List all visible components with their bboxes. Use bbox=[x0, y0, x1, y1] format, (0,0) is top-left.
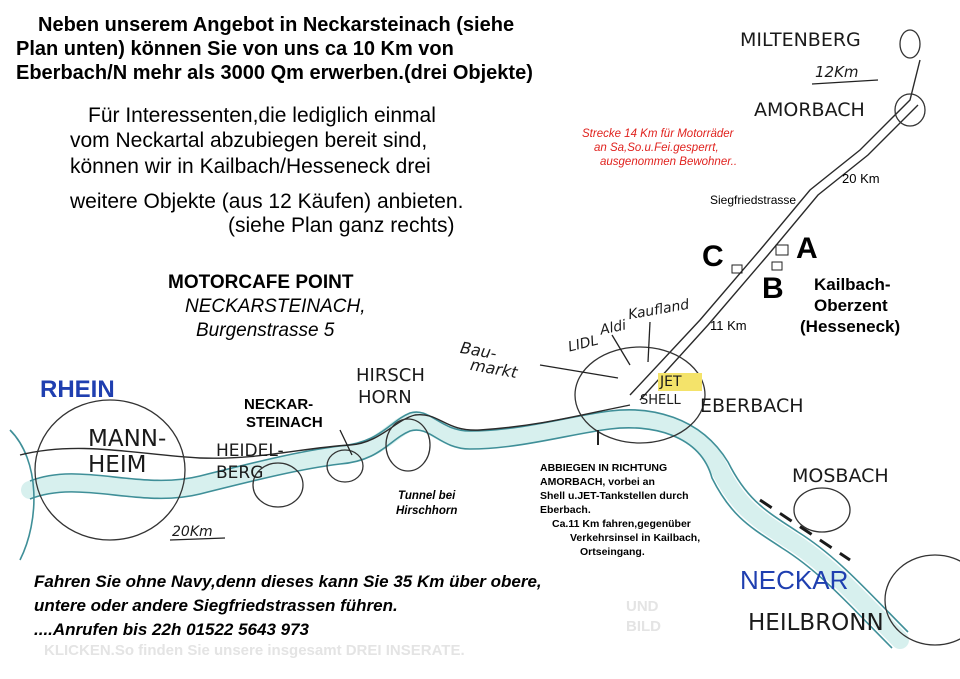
mannheim-line-1: MANN- bbox=[88, 426, 167, 452]
neckarsteinach-line-1: NECKAR- bbox=[244, 396, 314, 413]
directions-line-5: Ca.11 Km fahren,gegenüber bbox=[552, 518, 691, 530]
tunnel-line-2: Hirschhorn bbox=[396, 505, 458, 517]
red-note-line-1: Strecke 14 Km für Motorräder bbox=[582, 128, 734, 140]
neckar-label: NECKAR bbox=[740, 565, 849, 595]
mosbach-label: MOSBACH bbox=[792, 465, 889, 487]
footer-line-1: Fahren Sie ohne Navy,denn dieses kann Sie 35 Km über obere, bbox=[34, 572, 542, 591]
footer-line-3: ....Anrufen bis 22h 01522 5643 973 bbox=[34, 620, 309, 639]
siegfriedstrasse-label: Siegfriedstrasse bbox=[710, 193, 797, 207]
neckarsteinach-line-2: STEINACH bbox=[246, 414, 323, 431]
object-b-marker bbox=[772, 262, 782, 270]
km11-label: 11 Km bbox=[710, 318, 747, 333]
amorbach-label: AMORBACH bbox=[754, 99, 865, 121]
motorcafe-line-1: NECKARSTEINACH, bbox=[185, 296, 366, 317]
kaufland-arrow bbox=[648, 322, 650, 362]
rhein-label: RHEIN bbox=[40, 376, 115, 403]
jet-label: JET bbox=[660, 374, 682, 390]
object-a-marker bbox=[776, 245, 788, 255]
mosbach-circle bbox=[794, 488, 850, 532]
directions-line-1: ABBIEGEN IN RICHTUNG bbox=[540, 462, 668, 474]
heidelberg-line-1: HEIDEL- bbox=[216, 441, 284, 461]
km20b-label: 20Km bbox=[172, 524, 213, 540]
marker-a: A bbox=[796, 232, 818, 265]
eberbach-label: EBERBACH bbox=[700, 395, 804, 417]
faint-und: UND bbox=[626, 598, 659, 615]
faint-bild: BILD bbox=[626, 618, 661, 635]
intro-line-4: weitere Objekte (aus 12 Käufen) anbieten. bbox=[70, 190, 464, 213]
baumarkt-arrow bbox=[540, 365, 618, 378]
miltenberg-circle bbox=[900, 30, 920, 58]
marker-b: B bbox=[762, 272, 784, 305]
hirschhorn-line-2: HORN bbox=[358, 387, 412, 408]
header-line-3: Eberbach/N mehr als 3000 Qm erwerben.(drei Objekte) bbox=[16, 62, 533, 84]
km12-label: 12Km bbox=[815, 63, 859, 81]
directions-line-4: Eberbach. bbox=[540, 504, 591, 516]
red-note-line-2: an Sa,So.u.Fei.gesperrt, bbox=[594, 142, 719, 154]
kailbach-line-1: Kailbach- bbox=[814, 275, 891, 294]
marker-c: C bbox=[702, 240, 724, 273]
directions-line-7: Ortseingang. bbox=[580, 546, 645, 558]
motorcafe-title: MOTORCAFE POINT bbox=[168, 272, 354, 293]
header-line-1: Neben unserem Angebot in Neckarsteinach (siehe bbox=[38, 14, 515, 36]
header-line-2: Plan unten) können Sie von uns ca 10 Km von bbox=[16, 38, 454, 60]
intro-line-2: vom Neckartal abzubiegen bereit sind, bbox=[70, 129, 428, 152]
tunnel-line-1: Tunnel bei bbox=[398, 490, 456, 502]
directions-line-2: AMORBACH, vorbei an bbox=[540, 476, 655, 488]
aldi-label: Aldi bbox=[598, 317, 628, 339]
kailbach-line-2: Oberzent bbox=[814, 296, 888, 315]
red-note-line-3: ausgenommen Bewohner.. bbox=[600, 156, 738, 168]
intro-line-3: können wir in Kailbach/Hesseneck drei bbox=[70, 155, 431, 178]
footer-line-2: untere oder andere Siegfriedstrassen führen. bbox=[34, 596, 398, 615]
heilbronn-label: HEILBRONN bbox=[748, 610, 884, 636]
directions-line-6: Verkehrsinsel in Kailbach, bbox=[570, 532, 701, 544]
intro-line-1: Für Interessenten,die lediglich einmal bbox=[88, 104, 436, 127]
lidl-label: LIDL bbox=[566, 332, 600, 356]
directions-line-3: Shell u.JET-Tankstellen durch bbox=[540, 490, 689, 502]
motorcafe-line-2: Burgenstrasse 5 bbox=[196, 320, 335, 341]
mannheim-line-2: HEIM bbox=[88, 452, 147, 478]
hirschhorn-line-1: HIRSCH bbox=[356, 365, 425, 386]
intro-line-5: (siehe Plan ganz rechts) bbox=[228, 214, 455, 237]
faint-bottom: KLICKEN.So finden Sie unsere insgesamt DREI INSERATE. bbox=[44, 642, 465, 659]
baumarkt-line-1: Bau- bbox=[458, 337, 499, 364]
miltenberg-label: MILTENBERG bbox=[740, 29, 861, 51]
km20-label: 20 Km bbox=[842, 171, 880, 186]
shell-label: SHELL bbox=[640, 393, 681, 408]
kailbach-line-3: (Hesseneck) bbox=[800, 317, 901, 336]
kaufland-label: Kaufland bbox=[627, 296, 691, 324]
heidelberg-line-2: BERG bbox=[216, 463, 264, 483]
baumarkt-line-2: markt bbox=[468, 355, 519, 382]
